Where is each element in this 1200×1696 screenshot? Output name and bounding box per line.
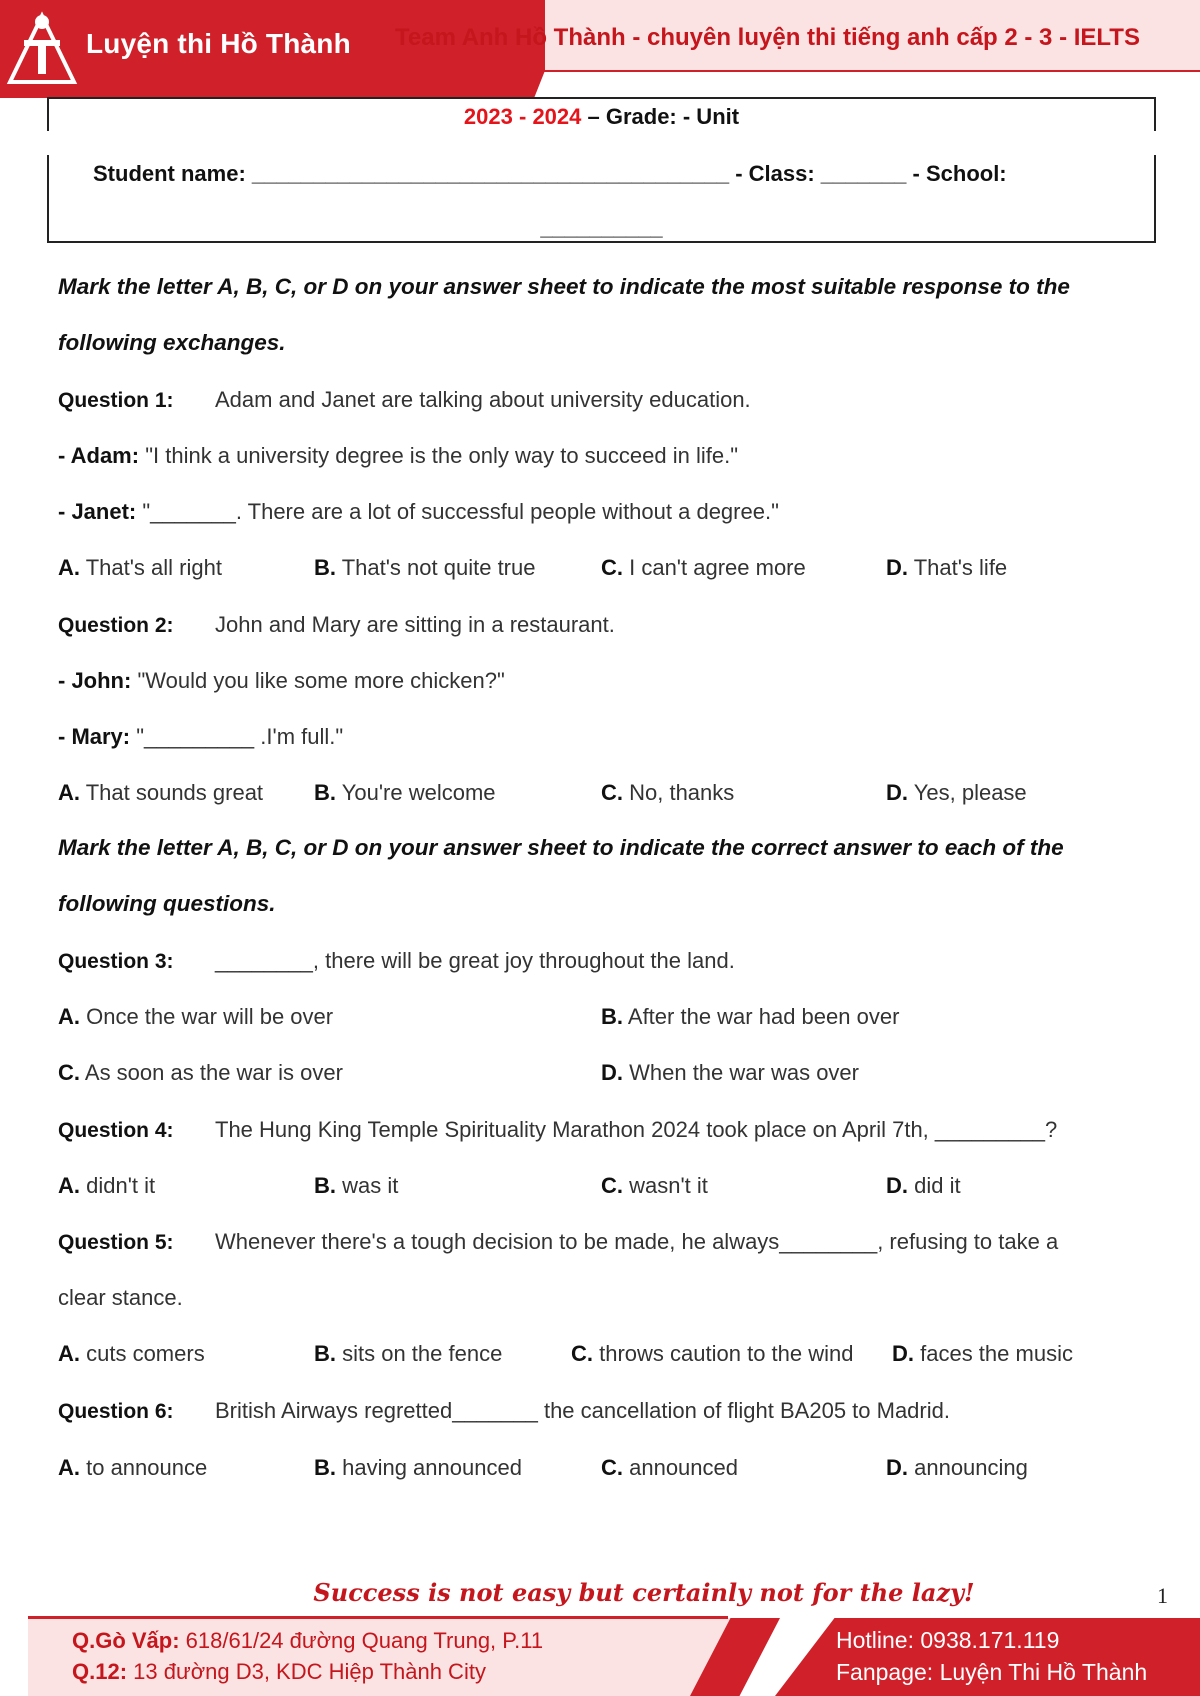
option-c[interactable]: C. throws caution to the wind <box>571 1341 854 1366</box>
question-3 <box>58 948 735 974</box>
option-c[interactable]: C. As soon as the war is over <box>58 1060 343 1085</box>
footer-fanpage[interactable]: Fanpage: Luyện Thi Hồ Thành <box>836 1659 1148 1685</box>
question-text: The Hung King Temple Spirituality Marathon 2024 took place on April 7th, _________? <box>215 1117 1058 1142</box>
option-d[interactable]: D. did it <box>886 1173 961 1198</box>
question-6 <box>58 1398 950 1424</box>
page-header <box>0 0 1200 98</box>
option-c[interactable]: C. I can't agree more <box>601 555 806 580</box>
speaker: - Mary: <box>58 724 131 749</box>
dialogue-line <box>58 499 779 525</box>
footer-divider <box>28 1616 728 1619</box>
exam-title-box <box>47 97 1156 131</box>
dialogue-text: "I think a university degree is the only way to succeed in life." <box>139 443 738 468</box>
question-2 <box>58 612 615 638</box>
dialogue-text: "_________ .I'm full." <box>130 724 344 749</box>
option-d[interactable]: D. That's life <box>886 555 1008 580</box>
section-1-instruction: Mark the letter A, B, C, or D on your answer sheet to indicate the most suitable response to the <box>58 274 1070 299</box>
grade-unit: – Grade: - Unit <box>581 104 740 129</box>
footer-address-2: Q.12: 13 đường D3, KDC Hiệp Thành City <box>72 1659 486 1684</box>
option-b[interactable]: B. having announced <box>314 1455 522 1480</box>
brand-name: Luyện thi Hồ Thành <box>86 28 351 59</box>
year-start: 2023 <box>463 104 513 129</box>
school-blank: __________ <box>540 215 663 240</box>
dialogue-text: "Would you like some more chicken?" <box>131 668 505 693</box>
option-d[interactable]: D. Yes, please <box>886 780 1027 805</box>
option-b[interactable]: B. After the war had been over <box>601 1004 900 1029</box>
dialogue-text: "_______. There are a lot of successful people without a degree." <box>136 499 779 524</box>
option-a[interactable]: A. didn't it <box>58 1173 156 1198</box>
section-2-instruction: Mark the letter A, B, C, or D on your answer sheet to indicate the correct answer to each of the <box>58 835 1064 860</box>
option-b[interactable]: B. You're welcome <box>314 780 496 805</box>
option-b[interactable]: B. sits on the fence <box>314 1341 503 1366</box>
year-separator: - <box>512 104 533 129</box>
question-label: Question 2: <box>58 614 174 637</box>
question-4 <box>58 1117 1057 1143</box>
question-label: Question 3: <box>58 950 174 973</box>
exam-title <box>49 104 1154 130</box>
brand-logo-icon <box>6 10 78 88</box>
speaker: - Janet: <box>58 499 137 524</box>
dialogue-line <box>58 724 343 750</box>
option-a[interactable]: A. to announce <box>58 1455 208 1480</box>
option-b[interactable]: B. was it <box>314 1173 399 1198</box>
question-text: Adam and Janet are talking about university education. <box>215 387 751 412</box>
option-c[interactable]: C. announced <box>601 1455 738 1480</box>
dialogue-line <box>58 443 738 469</box>
option-a[interactable]: A. That sounds great <box>58 780 264 805</box>
option-a[interactable]: A. Once the war will be over <box>58 1004 334 1029</box>
question-text-cont: clear stance. <box>58 1285 183 1310</box>
header-tagline: Team Anh Hồ Thành - chuyên luyện thi tiếng anh cấp 2 - 3 - IELTS <box>395 24 1140 51</box>
footer-address-1: Q.Gò Vấp: 618/61/24 đường Quang Trung, P.11 <box>72 1628 544 1653</box>
year-end: 2024 <box>532 104 582 129</box>
question-text: ________, there will be great joy throughout the land. <box>215 948 735 973</box>
footer-hotline[interactable]: Hotline: 0938.171.119 <box>836 1627 1060 1653</box>
question-text: British Airways regretted_______ the cancellation of flight BA205 to Madrid. <box>215 1398 950 1423</box>
dialogue-line <box>58 668 505 694</box>
student-info-line: Student name: _______________________________________ - Class: _______ - School: <box>93 161 1007 186</box>
header-divider <box>540 70 1200 72</box>
speaker: - Adam: <box>58 443 140 468</box>
question-label: Question 4: <box>58 1119 174 1142</box>
section-1-instruction-cont: following exchanges. <box>58 330 286 355</box>
section-2-instruction-cont: following questions. <box>58 891 276 916</box>
question-text: John and Mary are sitting in a restaurant. <box>215 612 615 637</box>
option-c[interactable]: C. wasn't it <box>601 1173 708 1198</box>
option-a[interactable]: A. That's all right <box>58 555 222 580</box>
speaker: - John: <box>58 668 132 693</box>
option-b[interactable]: B. That's not quite true <box>314 555 536 580</box>
option-c[interactable]: C. No, thanks <box>601 780 735 805</box>
student-info-box <box>47 155 1156 243</box>
question-text: Whenever there's a tough decision to be made, he always________, refusing to take a <box>215 1229 1059 1254</box>
question-5 <box>58 1229 1058 1255</box>
question-label: Question 5: <box>58 1231 174 1254</box>
option-a[interactable]: A. cuts comers <box>58 1341 205 1366</box>
question-1 <box>58 387 751 413</box>
page-number: 1 <box>1157 1583 1168 1608</box>
question-label: Question 6: <box>58 1400 174 1423</box>
option-d[interactable]: D. announcing <box>886 1455 1028 1480</box>
option-d[interactable]: D. faces the music <box>892 1341 1073 1366</box>
option-d[interactable]: D. When the war was over <box>601 1060 859 1085</box>
footer-motto: Success is not easy but certainly not for the lazy! <box>313 1578 975 1607</box>
question-label: Question 1: <box>58 389 174 412</box>
